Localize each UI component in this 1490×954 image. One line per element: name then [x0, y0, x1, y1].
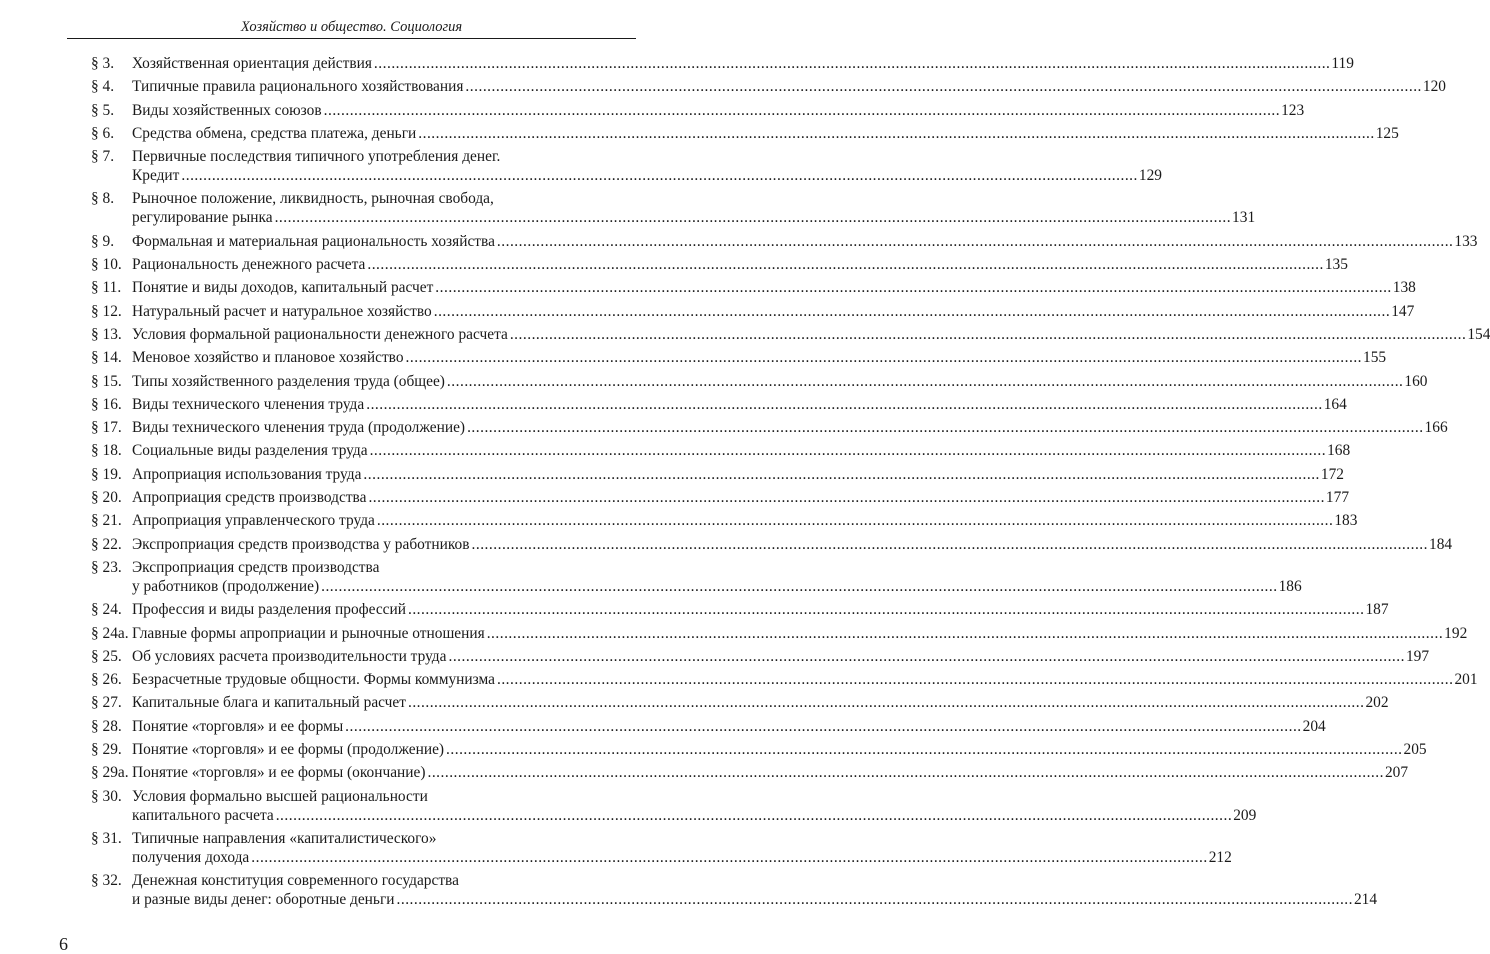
section-title-line: Хозяйственная ориентация действия [132, 55, 372, 72]
toc-entry [91, 647, 1430, 666]
toc-leader-row [132, 511, 1358, 530]
toc-entry [91, 77, 1446, 96]
section-number: § 32. [91, 872, 122, 890]
toc-entry [91, 535, 1453, 554]
page-reference: 166 [1424, 419, 1448, 437]
dot-leader: ............................................................................................................................................................................................................................ [275, 806, 1233, 824]
toc-leader-row [132, 535, 1453, 554]
dot-leader: ............................................................................................................................................................................................................................ [376, 512, 1334, 530]
section-number: § 8. [91, 190, 115, 208]
section-number: § 29а. [91, 764, 129, 782]
page-reference: 123 [1281, 101, 1305, 119]
toc-entry [91, 232, 1478, 251]
section-title-line: Безрасчетные трудовые общности. Формы коммунизма [132, 671, 495, 689]
section-number: § 26. [91, 671, 122, 689]
toc-leader-row [132, 278, 1416, 297]
toc-leader-row [132, 647, 1430, 666]
toc-entry [91, 255, 1348, 274]
dot-leader: ............................................................................................................................................................................................................................ [321, 577, 1278, 595]
section-number: § 3. [91, 55, 115, 72]
page-reference: 205 [1403, 741, 1427, 759]
toc-leader-row [132, 670, 1478, 689]
page-reference: 155 [1363, 349, 1387, 367]
page-reference: 214 [1353, 891, 1378, 909]
section-number: § 28. [91, 717, 122, 735]
section-title-line: Об условиях расчета производительности труда [132, 647, 447, 665]
dot-leader: ............................................................................................................................................................................................................................ [407, 601, 1365, 619]
section-title-line: Понятие «торговля» и ее формы [132, 717, 344, 735]
section-number: § 20. [91, 489, 122, 507]
toc-entry [91, 101, 1305, 120]
toc-entry [91, 465, 1344, 484]
dot-leader: ............................................................................................................................................................................................................................ [345, 717, 1302, 735]
toc-entry [91, 372, 1428, 391]
dot-leader: ............................................................................................................................................................................................................................ [446, 741, 1403, 759]
toc-entry [91, 670, 1478, 689]
dot-leader: ............................................................................................................................................................................................................................ [433, 302, 1391, 320]
section-title-line: Виды технического членения труда [132, 395, 365, 413]
toc-entry [91, 418, 1448, 437]
section-number: § 17. [91, 419, 122, 437]
section-title-line: Меновое хозяйство и плановое хозяйство [132, 349, 404, 367]
running-head: Хозяйство и общество. Социология [240, 19, 463, 35]
toc-entry [91, 829, 1232, 867]
section-title-line: Типичные правила рационального хозяйствования [132, 78, 464, 96]
dot-leader: ............................................................................................................................................................................................................................ [509, 325, 1467, 343]
section-number: § 15. [91, 372, 122, 390]
toc-leader-row [132, 208, 1256, 227]
page-reference: 212 [1208, 848, 1232, 866]
section-title-line: Апроприация использования труда [132, 465, 362, 483]
section-number: § 6. [91, 124, 115, 142]
page-reference: 164 [1323, 395, 1347, 413]
section-title-line: Первичные последствия типичного употребления денег. [132, 148, 501, 166]
section-number: § 11. [91, 279, 122, 297]
section-number: § 30. [91, 787, 122, 805]
toc-leader-row [132, 372, 1428, 391]
section-title-line: Условия формальной рациональности денежного расчета [132, 325, 508, 343]
dot-leader: ............................................................................................................................................................................................................................ [368, 489, 1325, 507]
dot-leader: ............................................................................................................................................................................................................................ [427, 764, 1384, 782]
toc-entry [91, 624, 1468, 643]
toc-entry [91, 717, 1326, 736]
section-title-line: Понятие «торговля» и ее формы (окончание) [132, 764, 426, 782]
section-number: § 31. [91, 829, 122, 847]
section-number: § 13. [91, 325, 122, 343]
toc-leader-row [132, 763, 1409, 782]
page-reference: 120 [1422, 78, 1446, 96]
section-title-line: Экспроприация средств производства у работников [132, 535, 470, 553]
toc-entry [91, 488, 1350, 507]
dot-leader: ............................................................................................................................................................................................................................ [274, 209, 1232, 227]
toc-leader-row [132, 600, 1389, 619]
toc-leader-row [132, 418, 1448, 437]
toc-leader-row [132, 166, 1162, 185]
toc-entry [91, 302, 1415, 321]
section-title-line: Рыночное положение, ликвидность, рыночная свобода, [132, 190, 494, 208]
dot-leader: ............................................................................................................................................................................................................................ [405, 349, 1363, 367]
toc-leader-row [132, 325, 1490, 344]
toc-leader-row [132, 806, 1257, 825]
toc-entry [91, 693, 1389, 712]
toc-leader-row [132, 577, 1302, 596]
toc-entry [91, 348, 1387, 367]
section-title-line: Кредит [132, 167, 180, 185]
section-title-line: Виды хозяйственных союзов [132, 101, 322, 119]
toc-leader-row [132, 101, 1305, 120]
page-number: 6 [59, 934, 68, 954]
page-reference: 160 [1404, 372, 1428, 390]
section-number: § 12. [91, 302, 122, 320]
toc-leader-row [132, 54, 1354, 73]
section-title-line: Профессия и виды разделения профессий [132, 601, 406, 619]
toc-leader-row [132, 441, 1351, 460]
section-number: § 19. [91, 465, 122, 483]
page-reference: 168 [1327, 442, 1351, 460]
page-reference: 125 [1375, 124, 1399, 142]
section-number: § 27. [91, 694, 122, 712]
toc-leader-row [132, 624, 1468, 643]
toc-entry [91, 325, 1490, 344]
toc-entry [91, 511, 1358, 530]
toc-entry [91, 763, 1409, 782]
dot-leader: ............................................................................................................................................................................................................................ [367, 256, 1324, 274]
section-title-line: получения дохода [132, 848, 250, 866]
section-number: § 4. [91, 78, 115, 96]
section-number: § 10. [91, 256, 122, 274]
toc-entry [91, 787, 1257, 825]
page-reference: 202 [1365, 694, 1389, 712]
toc-leader-row [132, 348, 1387, 367]
dot-leader: ............................................................................................................................................................................................................................ [396, 891, 1353, 909]
section-number: § 7. [91, 148, 115, 166]
section-number: § 25. [91, 647, 122, 665]
dot-leader: ............................................................................................................................................................................................................................ [366, 395, 1323, 413]
toc-entry [91, 558, 1302, 596]
section-number: § 24. [91, 601, 122, 619]
section-title-line: Натуральный расчет и натуральное хозяйство [132, 302, 432, 320]
section-title-line: Понятие «торговля» и ее формы (продолжение) [132, 741, 445, 759]
toc-entry [91, 147, 1162, 185]
section-title-line: капитального расчета [132, 806, 274, 824]
page-reference: 131 [1232, 209, 1256, 227]
toc-leader-row [132, 232, 1478, 251]
header-rule [67, 38, 636, 39]
section-number: § 9. [91, 232, 115, 250]
toc-leader-row [132, 717, 1326, 736]
section-number: § 22. [91, 535, 122, 553]
section-title-line: регулирование рынка [132, 209, 273, 227]
toc-leader-row [132, 395, 1347, 414]
section-number: § 16. [91, 395, 122, 413]
page-reference: 207 [1384, 764, 1409, 782]
dot-leader: ............................................................................................................................................................................................................................ [471, 535, 1428, 553]
page-reference: 192 [1444, 624, 1468, 642]
toc-leader-row [132, 465, 1344, 484]
toc-entry [91, 600, 1389, 619]
page-reference: 204 [1302, 717, 1326, 735]
section-number: § 21. [91, 512, 122, 530]
section-title-line: Экспроприация средств производства [132, 558, 380, 576]
section-number: § 29. [91, 741, 122, 759]
section-number: § 5. [91, 101, 115, 119]
dot-leader: ............................................................................................................................................................................................................................ [373, 55, 1331, 72]
section-number: § 24а. [91, 624, 129, 642]
toc-leader-row [132, 255, 1348, 274]
toc-entry [91, 871, 1378, 909]
toc-entry [91, 54, 1354, 73]
section-title-line: Апроприация управленческого труда [132, 512, 375, 530]
table-of-contents [91, 54, 1490, 914]
dot-leader: ............................................................................................................................................................................................................................ [467, 419, 1424, 437]
section-title-line: Условия формально высшей рациональности [132, 787, 428, 805]
dot-leader: ............................................................................................................................................................................................................................ [496, 232, 1454, 250]
section-number: § 23. [91, 558, 122, 576]
toc-entry [91, 740, 1427, 759]
page-reference: 172 [1320, 465, 1344, 483]
section-title-line: Главные формы апроприации и рыночные отношения [132, 624, 485, 642]
page-reference: 186 [1278, 577, 1302, 595]
dot-leader: ............................................................................................................................................................................................................................ [181, 167, 1138, 185]
section-title-line: Формальная и материальная рациональность хозяйства [132, 232, 495, 250]
page-reference: 119 [1331, 55, 1354, 72]
toc-leader-row [132, 890, 1378, 909]
section-title-line: Типы хозяйственного разделения труда (общее) [132, 372, 445, 390]
dot-leader: ............................................................................................................................................................................................................................ [363, 465, 1320, 483]
section-title-line: Типичные направления «капиталистического» [132, 829, 437, 847]
section-title-line: Социальные виды разделения труда [132, 442, 368, 460]
section-number: § 18. [91, 442, 122, 460]
toc-leader-row [132, 77, 1446, 96]
section-title-line: Виды технического членения труда (продолжение) [132, 419, 466, 437]
page-reference: 135 [1324, 256, 1348, 274]
section-title-line: Рациональность денежного расчета [132, 256, 366, 274]
section-title-line: у работников (продолжение) [132, 577, 320, 595]
page-reference: 147 [1391, 302, 1415, 320]
toc-entry [91, 278, 1416, 297]
toc-entry [91, 441, 1351, 460]
section-title-line: Капитальные блага и капитальный расчет [132, 694, 406, 712]
section-title-line: Апроприация средств производства [132, 489, 367, 507]
page-reference: 209 [1233, 806, 1257, 824]
page-reference: 138 [1392, 279, 1416, 297]
toc-leader-row [132, 740, 1427, 759]
dot-leader: ............................................................................................................................................................................................................................ [496, 671, 1454, 689]
section-number: § 14. [91, 349, 122, 367]
toc-leader-row [132, 693, 1389, 712]
page-reference: 177 [1325, 489, 1350, 507]
dot-leader: ............................................................................................................................................................................................................................ [446, 372, 1404, 390]
dot-leader: ............................................................................................................................................................................................................................ [418, 124, 1375, 142]
toc-leader-row [132, 302, 1415, 321]
dot-leader: ............................................................................................................................................................................................................................ [407, 694, 1365, 712]
page-reference: 201 [1454, 671, 1478, 689]
section-title-line: Понятие и виды доходов, капитальный расчет [132, 279, 434, 297]
toc-entry [91, 395, 1347, 414]
dot-leader: ............................................................................................................................................................................................................................ [435, 279, 1392, 297]
section-title-line: Средства обмена, средства платежа, деньги [132, 124, 417, 142]
section-title-line: Денежная конституция современного государства [132, 872, 459, 890]
page-reference: 183 [1334, 512, 1358, 530]
toc-leader-row [132, 124, 1399, 143]
toc-entry [91, 189, 1256, 227]
dot-leader: ............................................................................................................................................................................................................................ [323, 101, 1281, 119]
toc-entry [91, 124, 1399, 143]
section-title-line: и разные виды денег: оборотные деньги [132, 891, 395, 909]
page-reference: 187 [1365, 601, 1389, 619]
toc-leader-row [132, 488, 1350, 507]
dot-leader: ............................................................................................................................................................................................................................ [369, 442, 1327, 460]
page-reference: 197 [1405, 647, 1430, 665]
page-reference: 133 [1454, 232, 1478, 250]
dot-leader: ............................................................................................................................................................................................................................ [465, 78, 1422, 96]
page-reference: 154 [1467, 325, 1490, 343]
dot-leader: ............................................................................................................................................................................................................................ [448, 647, 1405, 665]
page-reference: 184 [1429, 535, 1453, 553]
dot-leader: ............................................................................................................................................................................................................................ [486, 624, 1444, 642]
toc-leader-row [132, 848, 1232, 867]
dot-leader: ............................................................................................................................................................................................................................ [251, 848, 1208, 866]
page-reference: 129 [1138, 167, 1162, 185]
